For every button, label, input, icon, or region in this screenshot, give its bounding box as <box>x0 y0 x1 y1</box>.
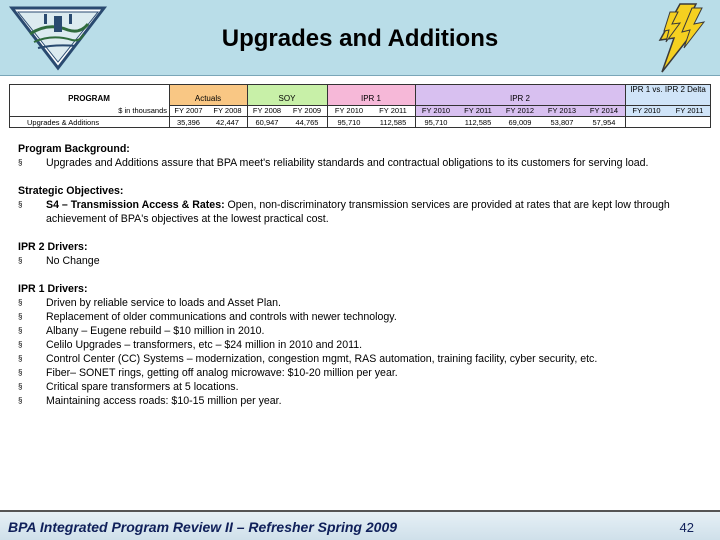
spacer <box>18 170 708 184</box>
value-actuals-1: 35,396 <box>177 119 200 127</box>
program-row-label: Upgrades & Additions <box>27 119 100 127</box>
table-top-line <box>9 84 711 85</box>
year-ipr1-2: FY 2011 <box>379 107 407 115</box>
ipr1-driver-text: Fiber– SONET rings, getting off analog microwave: $10-20 million per year. <box>46 367 398 379</box>
ipr1-driver-item <box>18 324 708 338</box>
budget-table <box>9 84 711 130</box>
bullet-icon: § <box>18 354 23 363</box>
ipr1-header: IPR 1 <box>360 95 381 103</box>
ipr1-driver-item <box>18 338 708 352</box>
year-soy-1: FY 2008 <box>252 107 282 115</box>
spacer <box>18 226 708 240</box>
table-row-line <box>9 116 711 117</box>
ipr1-driver-text: Albany – Eugene rebuild – $10 million in 2010. <box>46 325 265 337</box>
ipr1-driver-text: Maintaining access roads: $10-15 million per year. <box>46 395 282 407</box>
ipr2-driver-text: No Change <box>46 255 100 267</box>
table-year-line <box>169 105 711 106</box>
value-ipr2-3: 69,009 <box>508 119 532 127</box>
ipr1-driver-item <box>18 310 708 324</box>
year-ipr2-5: FY 2014 <box>589 107 619 115</box>
footer-bar <box>0 510 720 540</box>
ipr1-driver-item <box>18 380 708 394</box>
year-actuals-1: FY 2007 <box>174 107 203 115</box>
ipr1-driver-text: Driven by reliable service to loads and Asset Plan. <box>46 297 281 309</box>
ipr1-driver-item <box>18 352 708 366</box>
footer-title: BPA Integrated Program Review II – Refresher Spring 2009 <box>8 519 398 535</box>
ipr1-driver-text: Celilo Upgrades – transformers, etc – $24 million in 2010 and 2011. <box>46 339 363 351</box>
year-ipr2-4: FY 2013 <box>547 107 577 115</box>
year-delta-1: FY 2010 <box>632 107 661 115</box>
value-soy-1: 60,947 <box>255 119 279 127</box>
ipr1-drivers-heading: IPR 1 Drivers: <box>18 283 88 295</box>
background-item-text: Upgrades and Additions assure that BPA meet's reliability standards and contractual obligations to its customers for serving load. <box>46 157 649 169</box>
bullet-icon: § <box>18 298 23 307</box>
ipr2-header: IPR 2 <box>509 95 530 103</box>
year-delta-2: FY 2011 <box>675 107 704 115</box>
table-bottom-line <box>9 127 711 128</box>
bullet-icon: § <box>18 158 23 167</box>
ipr1-driver-item <box>18 366 708 380</box>
header-band <box>0 0 720 76</box>
lightning-bolt-icon <box>640 2 716 74</box>
ipr1-driver-text: Critical spare transformers at 5 locations. <box>46 381 239 393</box>
ipr1-driver-text: Control Center (CC) Systems – modernization, congestion mgmt, RAS automation, training facility, cyber security, etc. <box>46 353 598 365</box>
bullet-icon: § <box>18 382 23 391</box>
page-title: Upgrades and Additions <box>221 25 499 52</box>
delta-header: IPR 1 vs. IPR 2 Delta <box>630 85 706 94</box>
value-ipr2-4: 53,807 <box>550 119 574 127</box>
table-right-line <box>710 84 711 127</box>
background-heading: Program Background: <box>18 143 130 155</box>
value-actuals-2: 42,447 <box>216 119 239 127</box>
table-left-line <box>9 84 10 127</box>
units-label: $ in thousands <box>118 107 167 115</box>
value-ipr2-5: 57,954 <box>592 119 616 127</box>
background-item <box>18 156 708 170</box>
bullet-icon: § <box>18 396 23 405</box>
ipr2-driver-item <box>18 254 708 268</box>
actuals-header: Actuals <box>194 95 222 103</box>
bullet-icon: § <box>18 256 23 265</box>
value-ipr1-1: 95,710 <box>337 119 361 127</box>
value-soy-2: 44,765 <box>295 119 319 127</box>
strategic-heading: Strategic Objectives: <box>18 185 124 197</box>
value-ipr1-2: 112,585 <box>379 119 407 127</box>
spacer <box>18 268 708 282</box>
bullet-icon: § <box>18 368 23 377</box>
strategic-item-bold: S4 – Transmission Access & Rates: <box>46 199 225 211</box>
bullet-icon: § <box>18 200 23 209</box>
ipr2-drivers-heading: IPR 2 Drivers: <box>18 241 88 253</box>
program-header: PROGRAM <box>68 95 110 103</box>
page-number: 42 <box>679 520 694 535</box>
bullet-icon: § <box>18 312 23 321</box>
year-actuals-2: FY 2008 <box>213 107 242 115</box>
year-ipr2-2: FY 2011 <box>464 107 492 115</box>
bullet-icon: § <box>18 340 23 349</box>
year-ipr1-1: FY 2010 <box>334 107 364 115</box>
ipr1-driver-item <box>18 296 708 310</box>
strategic-item-text: Open, non-discriminatory transmission services are provided at rates that are kept low through achievement of BPA's objectives at the lowest practical cost. <box>46 199 670 225</box>
slide-body <box>18 142 708 408</box>
bullet-icon: § <box>18 326 23 335</box>
value-ipr2-2: 112,585 <box>464 119 492 127</box>
strategic-item <box>18 198 708 226</box>
soy-header: SOY <box>278 95 296 103</box>
year-ipr2-3: FY 2012 <box>505 107 535 115</box>
ipr1-driver-text: Replacement of older communications and controls with newer technology. <box>46 311 397 323</box>
value-ipr2-1: 95,710 <box>424 119 448 127</box>
year-ipr2-1: FY 2010 <box>421 107 451 115</box>
ipr1-driver-item <box>18 394 708 408</box>
table-sep-delta <box>625 84 626 127</box>
year-soy-2: FY 2009 <box>292 107 322 115</box>
